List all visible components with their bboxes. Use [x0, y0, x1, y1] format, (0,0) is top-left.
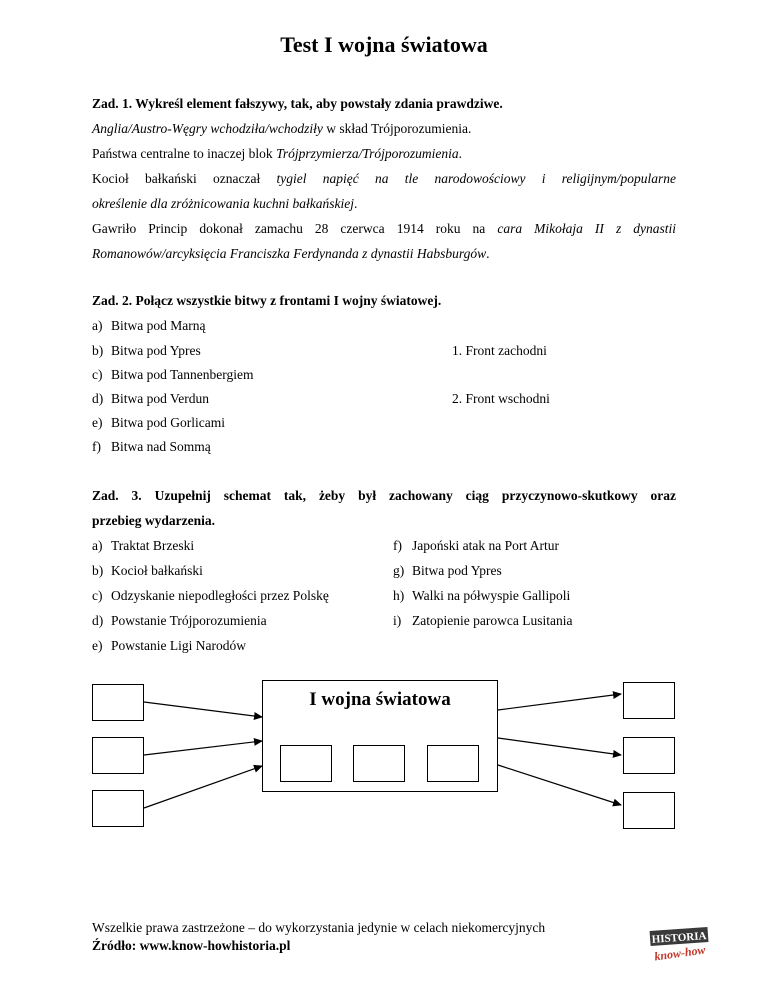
- zad1-s3-text: Kocioł bałkański oznaczał: [92, 171, 277, 186]
- battle-label: f): [92, 439, 101, 454]
- option-text: Walki na półwyspie Gallipoli: [412, 588, 571, 603]
- zad1-s4-text: Gawriło Princip dokonał zamachu 28 czerwca 1914 roku na: [92, 221, 498, 236]
- zad1-sentence-1: [92, 120, 676, 138]
- effect-box-2[interactable]: [623, 737, 675, 774]
- option-item[interactable]: [393, 562, 502, 580]
- battle-text: Bitwa pod Marną: [111, 318, 206, 333]
- battle-text: Bitwa pod Ypres: [111, 343, 201, 358]
- option-item[interactable]: [92, 562, 203, 580]
- option-item[interactable]: [393, 587, 570, 605]
- zad2-heading: Zad. 2. Połącz wszystkie bitwy z frontami I wojny światowej.: [92, 293, 442, 308]
- option-label: f): [393, 538, 402, 553]
- battle-label: c): [92, 367, 103, 382]
- option-label: i): [393, 613, 402, 628]
- zad1-s1-options[interactable]: Anglia/Austro-Węgry wchodziła/wchodziły: [92, 121, 323, 136]
- battle-item[interactable]: [92, 438, 211, 456]
- battle-text: Bitwa nad Sommą: [111, 439, 211, 454]
- zad1-s3-dot: .: [353, 196, 358, 211]
- option-label: e): [92, 638, 103, 653]
- event-box-2[interactable]: [353, 745, 405, 782]
- battle-item[interactable]: [92, 317, 205, 335]
- option-item[interactable]: [92, 537, 194, 555]
- zad1-sentence-4-line1: [92, 220, 676, 238]
- option-label: g): [393, 563, 405, 578]
- battle-label: a): [92, 318, 103, 333]
- arrow-out-3: [498, 765, 621, 805]
- zad3-heading-line2: przebieg wydarzenia.: [92, 513, 215, 528]
- arrow-out-2: [498, 738, 621, 755]
- effect-box-1[interactable]: [623, 682, 675, 719]
- option-item[interactable]: [92, 587, 329, 605]
- page-title: Test I wojna światowa: [280, 32, 488, 57]
- event-box-1[interactable]: [280, 745, 332, 782]
- battle-label: d): [92, 391, 104, 406]
- option-label: b): [92, 563, 104, 578]
- zad1-s3-options-cont[interactable]: określenie dla zróżnicowania kuchni bałkańskiej: [92, 196, 354, 211]
- zad1-s1-text: w skład Trójporozumienia.: [322, 121, 472, 136]
- option-text: Zatopienie parowca Lusitania: [412, 613, 573, 628]
- battle-item[interactable]: [92, 414, 225, 432]
- option-text: Odzyskanie niepodległości przez Polskę: [111, 588, 329, 603]
- option-item[interactable]: [393, 612, 572, 630]
- footer-copyright: Wszelkie prawa zastrzeżone – do wykorzystania jedynie w celach niekomercyjnych: [92, 920, 546, 935]
- front-item[interactable]: 2. Front wschodni: [452, 391, 550, 406]
- battle-text: Bitwa pod Verdun: [111, 391, 209, 406]
- zad1-s2-text: Państwa centralne to inaczej blok: [92, 146, 277, 161]
- option-item[interactable]: [393, 537, 559, 555]
- zad1-s4-options-cont[interactable]: Romanowów/arcyksięcia Franciszka Ferdynanda z dynastii Habsburgów: [92, 246, 487, 261]
- arrow-in-1: [144, 702, 262, 717]
- zad3-heading-line1: Zad. 3. Uzupełnij schemat tak, żeby był zachowany ciąg przyczynowo-skutkowy oraz: [92, 488, 676, 503]
- battle-label: b): [92, 343, 104, 358]
- zad1-sentence-2: [92, 145, 676, 163]
- footer-source: Źródło: www.know-howhistoria.pl: [92, 938, 291, 953]
- option-text: Japoński atak na Port Artur: [412, 538, 559, 553]
- arrow-in-2: [144, 741, 262, 755]
- zad1-s4-dot: .: [486, 246, 490, 261]
- logo-text-bottom: know-how: [653, 942, 707, 964]
- diagram-title: I wojna światowa: [309, 689, 451, 710]
- zad1-sentence-3-line2: [92, 195, 676, 213]
- option-text: Powstanie Trójporozumienia: [111, 613, 267, 628]
- effect-box-3[interactable]: [623, 792, 675, 829]
- battle-text: Bitwa pod Gorlicami: [111, 415, 225, 430]
- zad1-sentence-3-line1: [92, 170, 676, 188]
- option-label: a): [92, 538, 103, 553]
- battle-item[interactable]: [92, 342, 201, 360]
- option-label: d): [92, 613, 104, 628]
- zad1-sentence-4-line2: [92, 245, 676, 263]
- logo-text-top: HISTORIA: [651, 930, 707, 946]
- battle-label: e): [92, 415, 103, 430]
- option-text: Powstanie Ligi Narodów: [111, 638, 246, 653]
- cause-box-3[interactable]: [92, 790, 144, 827]
- option-item[interactable]: [92, 637, 246, 655]
- option-item[interactable]: [92, 612, 267, 630]
- cause-box-2[interactable]: [92, 737, 144, 774]
- option-label: c): [92, 588, 103, 603]
- option-text: Kocioł bałkański: [111, 563, 203, 578]
- event-box-3[interactable]: [427, 745, 479, 782]
- arrow-out-1: [498, 694, 621, 710]
- option-label: h): [393, 588, 405, 603]
- zad1-s3-options[interactable]: tygiel napięć na tle narodowościowy i religijnym/popularne: [276, 171, 676, 186]
- battle-item[interactable]: [92, 390, 209, 408]
- battle-item[interactable]: [92, 366, 254, 384]
- zad1-s2-dot: .: [458, 146, 462, 161]
- zad1-heading: Zad. 1. Wykreśl element fałszywy, tak, aby powstały zdania prawdziwe.: [92, 96, 503, 111]
- option-text: Traktat Brzeski: [111, 538, 195, 553]
- cause-box-1[interactable]: [92, 684, 144, 721]
- arrow-in-3: [144, 766, 262, 808]
- zad1-s4-options[interactable]: cara Mikołaja II z dynastii: [497, 221, 676, 236]
- option-text: Bitwa pod Ypres: [412, 563, 502, 578]
- battle-text: Bitwa pod Tannenbergiem: [111, 367, 254, 382]
- front-item[interactable]: 1. Front zachodni: [452, 343, 547, 358]
- historia-logo: [646, 926, 712, 964]
- zad1-s2-options[interactable]: Trójprzymierza/Trójporozumienia: [276, 146, 459, 161]
